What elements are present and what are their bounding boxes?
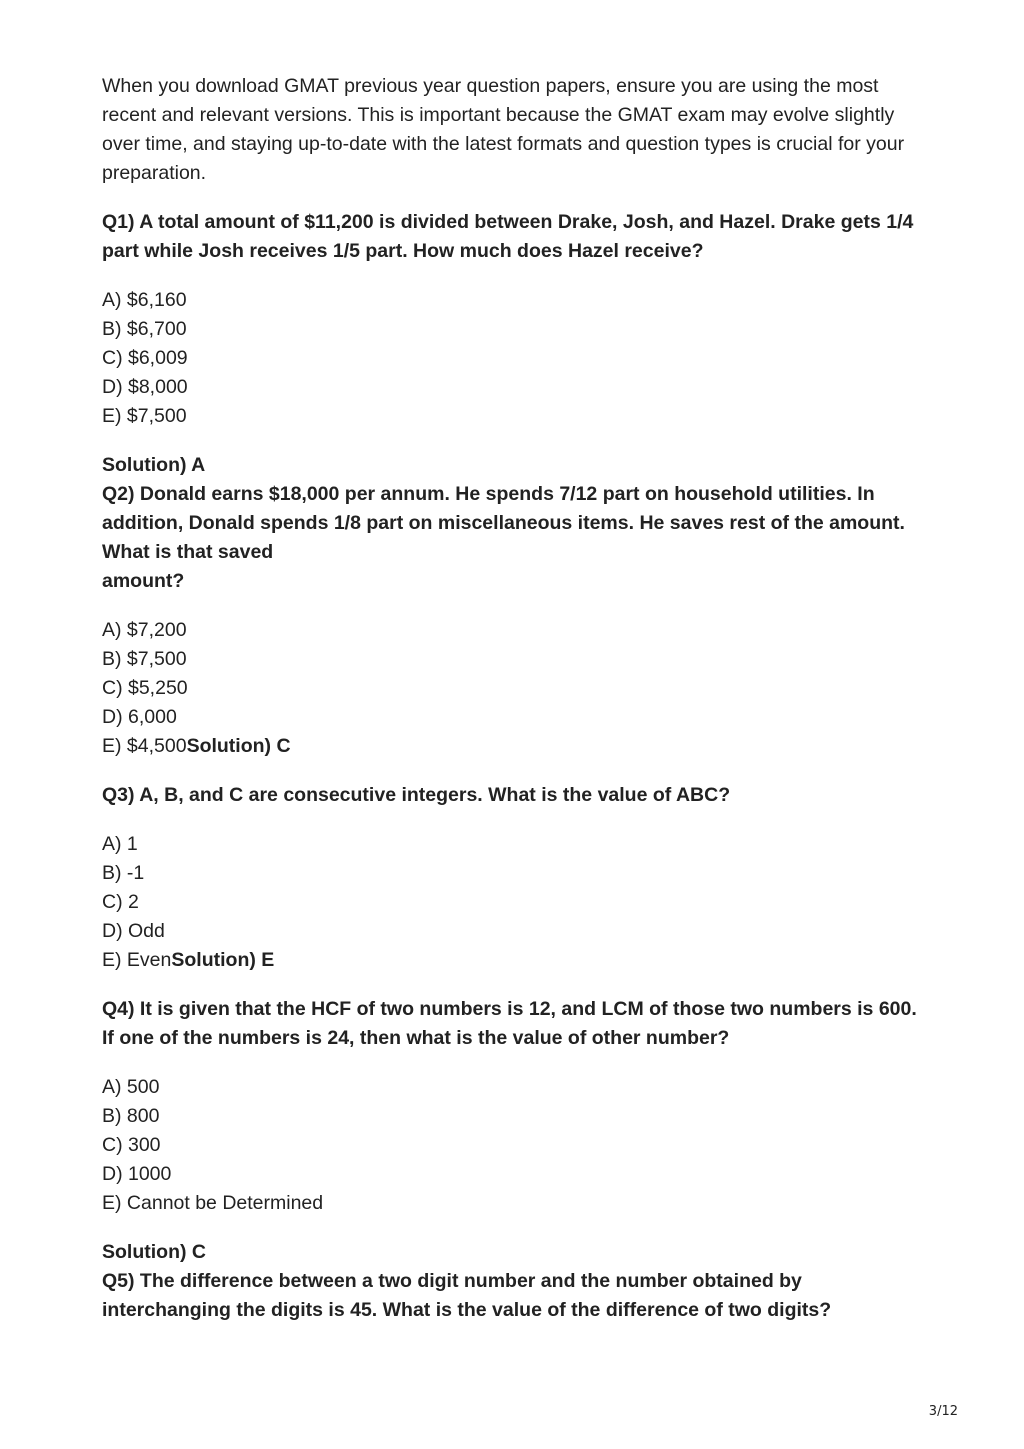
option-item: B) $6,700	[102, 318, 187, 340]
question-1: Q1) A total amount of $11,200 is divided between Drake, Josh, and Hazel. Drake gets 1/4 part while Josh receives 1/5 part. How much does Hazel receive?	[102, 211, 914, 262]
option-item: E) Cannot be Determined	[102, 1192, 324, 1214]
option-text: E) $4,500	[102, 735, 187, 757]
question-5: Q5) The difference between a two digit number and the number obtained by interchanging the digits is 45. What is the value of the difference of two digits?	[102, 1270, 832, 1321]
option-item: C) $5,250	[102, 677, 188, 699]
option-text: E) Even	[102, 949, 172, 971]
option-item: A) 1	[102, 833, 138, 855]
option-item: A) $7,200	[102, 619, 187, 641]
option-item-with-solution	[102, 946, 932, 975]
option-item: C) $6,009	[102, 347, 188, 369]
page-number: 3/12	[928, 1404, 958, 1419]
question-2-line-1: Q2) Donald earns $18,000 per annum. He spends 7/12 part on household utilities. In addition, Donald spends 1/8 part on miscellaneous items. He saves rest of the amount. What is that saved	[102, 483, 905, 563]
option-item: B) 800	[102, 1105, 160, 1127]
option-item: B) -1	[102, 862, 145, 884]
question-2-solution: Solution) C	[186, 735, 291, 757]
question-2-line-2: amount?	[102, 570, 185, 592]
question-1-options	[102, 286, 932, 431]
option-item: C) 300	[102, 1134, 161, 1156]
question-4-solution: Solution) C	[102, 1241, 206, 1263]
option-item: D) 1000	[102, 1163, 172, 1185]
option-item: D) 6,000	[102, 706, 177, 728]
document-page	[102, 72, 932, 1325]
question-3: Q3) A, B, and C are consecutive integers. What is the value of ABC?	[102, 784, 731, 806]
question-4-options	[102, 1073, 932, 1218]
intro-paragraph: When you download GMAT previous year question papers, ensure you are using the most recent and relevant versions. This is important because the GMAT exam may evolve slightly over time, and staying up-to-date with the latest formats and question types is crucial for your preparation.	[102, 75, 905, 184]
option-item-with-solution	[102, 732, 932, 761]
option-item: E) $7,500	[102, 405, 187, 427]
question-2	[102, 480, 932, 596]
option-item: A) 500	[102, 1076, 160, 1098]
question-3-solution: Solution) E	[171, 949, 275, 971]
question-4: Q4) It is given that the HCF of two numbers is 12, and LCM of those two numbers is 600. If one of the numbers is 24, then what is the value of other number?	[102, 998, 917, 1049]
question-3-options	[102, 830, 932, 975]
option-item: A) $6,160	[102, 289, 187, 311]
question-2-options	[102, 616, 932, 761]
option-item: D) $8,000	[102, 376, 188, 398]
option-item: B) $7,500	[102, 648, 187, 670]
option-item: C) 2	[102, 891, 139, 913]
question-1-solution: Solution) A	[102, 454, 206, 476]
option-item: D) Odd	[102, 920, 165, 942]
